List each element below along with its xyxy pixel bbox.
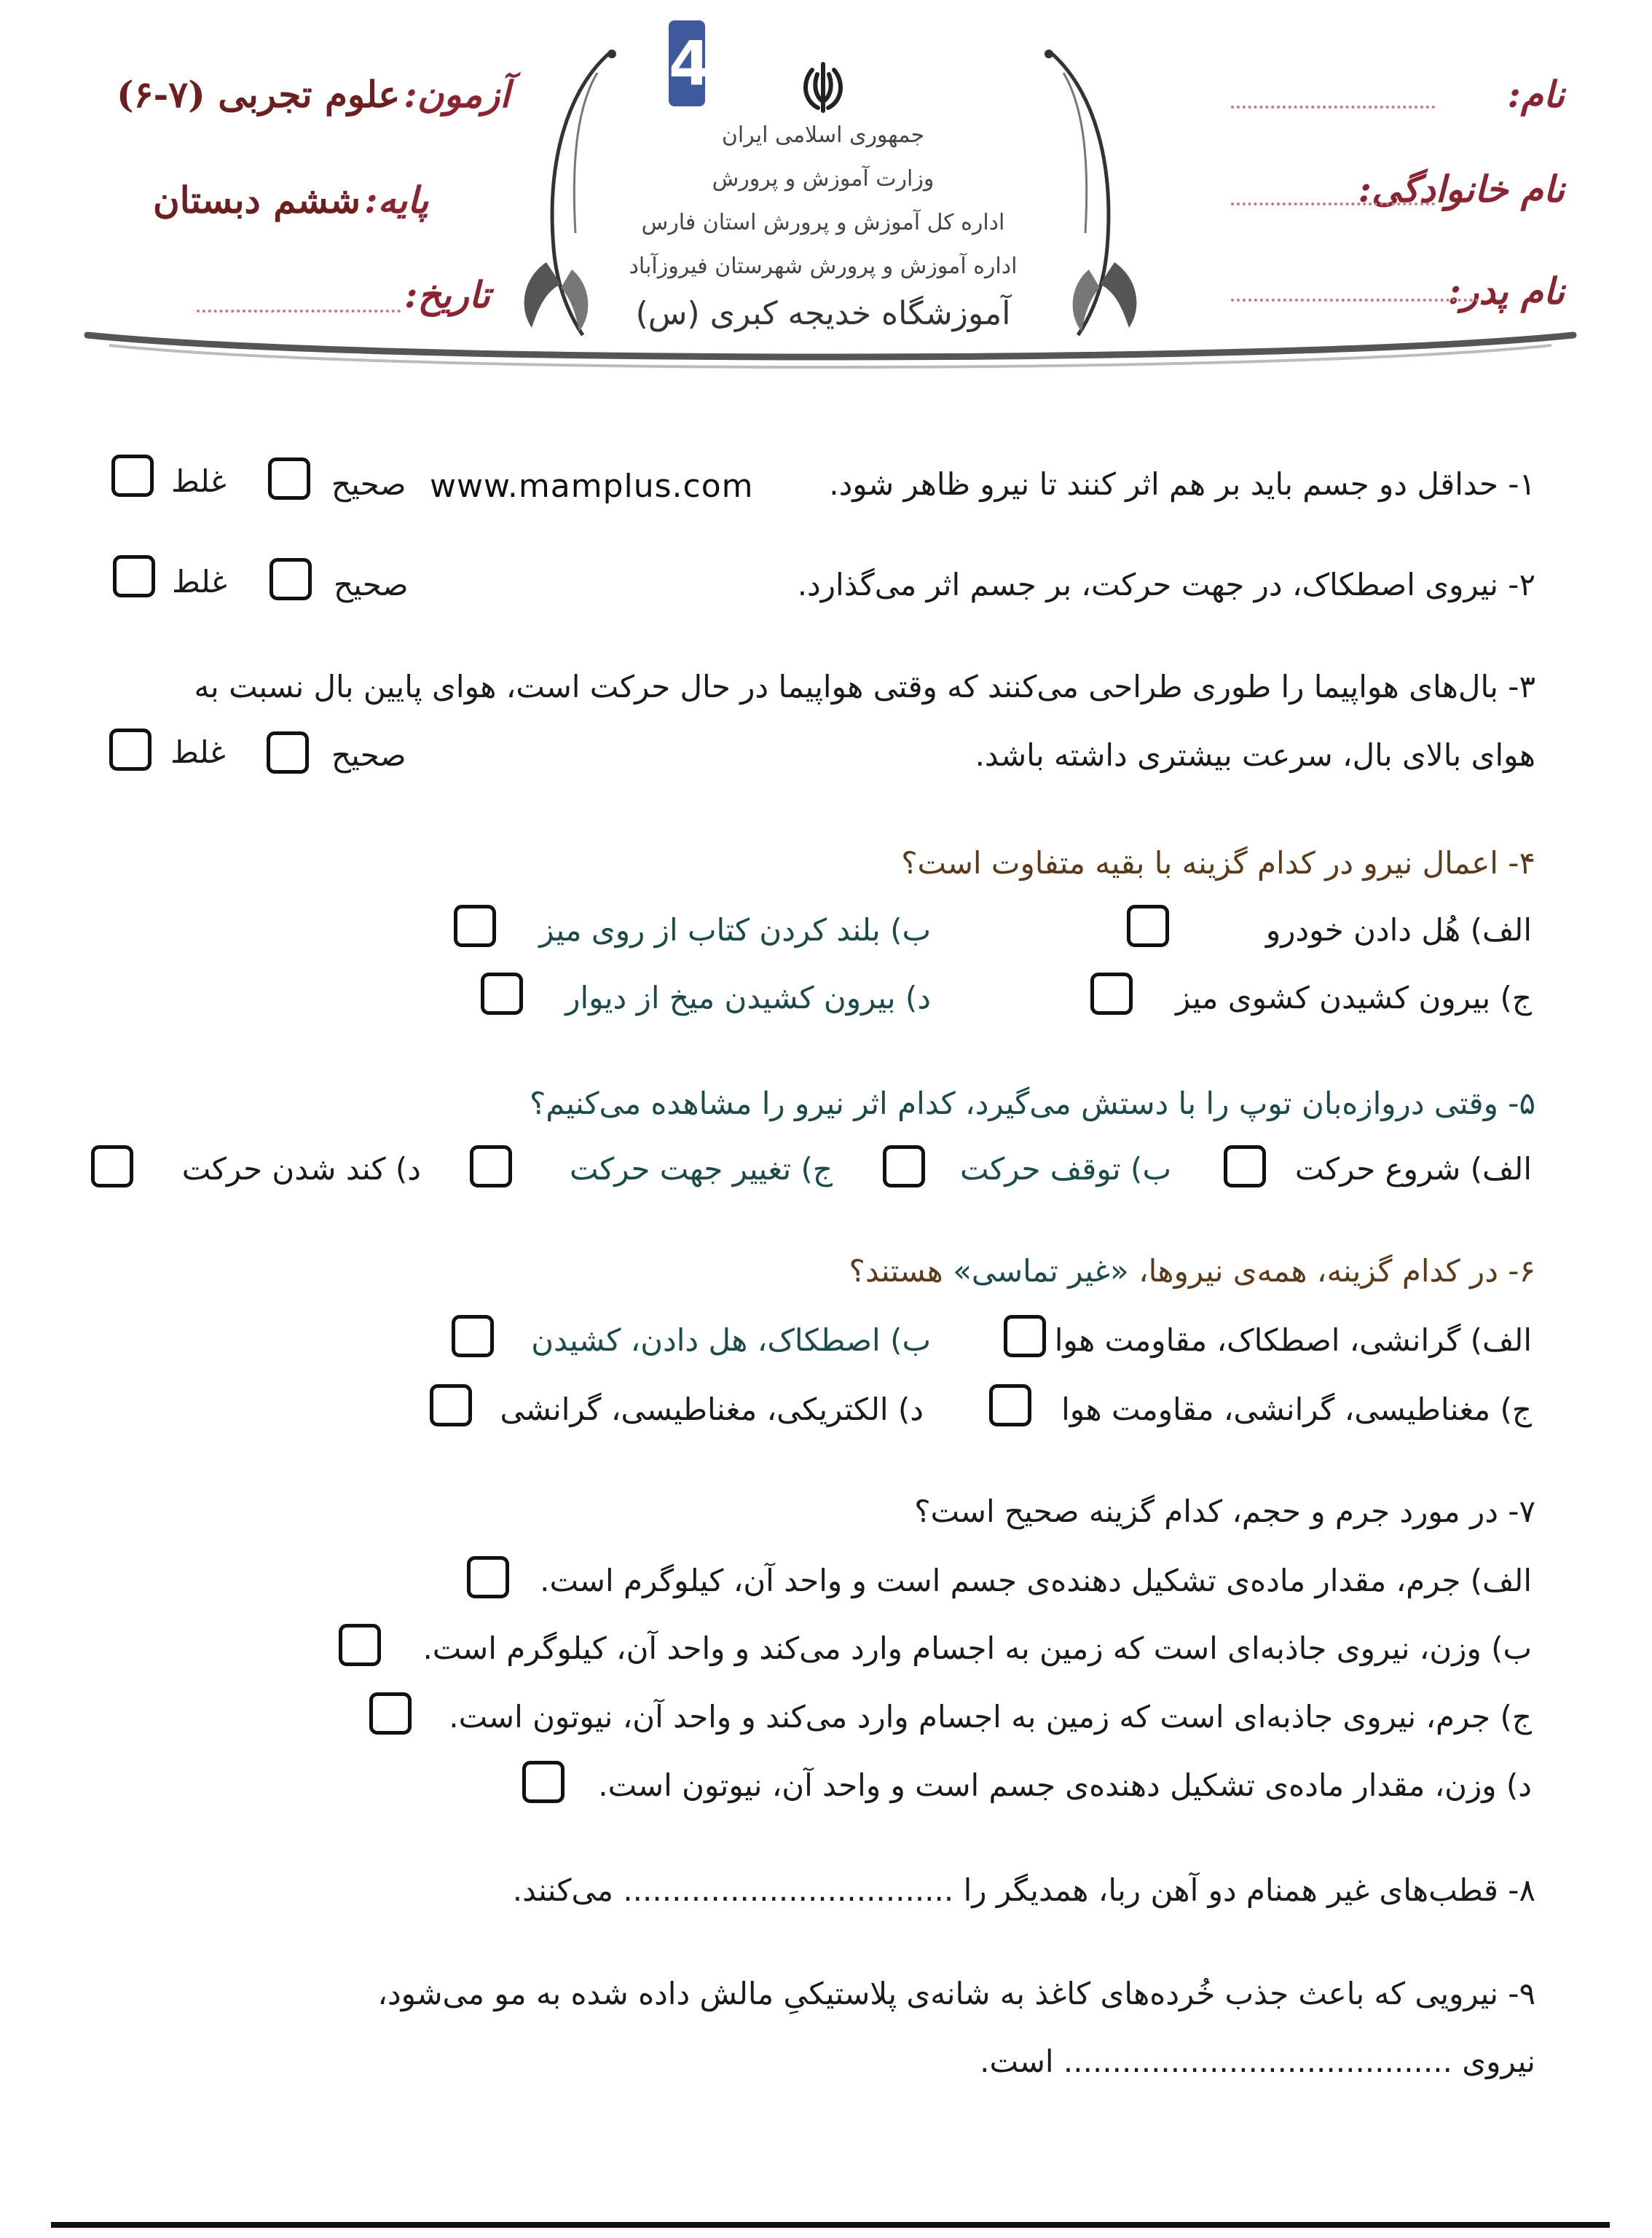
gov-line-4: اداره آموزش و پرورش شهرستان فیروزآباد (629, 254, 1018, 279)
q2-false-checkbox[interactable] (113, 555, 155, 597)
question-3-line-2: هوای بالای بال، سرعت بیشتری داشته باشد. (975, 737, 1535, 773)
q6-d-checkbox[interactable] (430, 1384, 472, 1426)
q7-a-checkbox[interactable] (467, 1556, 509, 1598)
exam-line (117, 73, 510, 116)
gov-line-2: وزارت آموزش و پرورش (712, 166, 935, 192)
q2-true-checkbox[interactable] (270, 558, 312, 600)
q3-true-label: صحیح (331, 737, 406, 773)
q3-false-checkbox[interactable] (109, 729, 152, 771)
question-2: ۲- نیروی اصطکاک، در جهت حرکت، بر جسم اثر می‌گذارد. (797, 567, 1535, 602)
q2-false-label: غلط (172, 564, 227, 600)
q5-option-c: ج) تغییر جهت حرکت (570, 1151, 833, 1187)
q5-b-checkbox[interactable] (883, 1145, 925, 1187)
q1-false-checkbox[interactable] (111, 455, 154, 497)
q6-a-checkbox[interactable] (1004, 1315, 1046, 1357)
q4-option-a: الف) هُل دادن خودرو (1265, 912, 1532, 948)
ornament-right-icon (1034, 44, 1158, 342)
name-label: نام: (1507, 73, 1565, 116)
q4-option-c: ج) بیرون کشیدن کشوی میز (1176, 980, 1532, 1016)
school-name: آموزشگاه خدیجه کبری (س) (635, 295, 1011, 332)
q2-true-label: صحیح (334, 567, 409, 602)
q3-true-checkbox[interactable] (267, 731, 309, 774)
question-6-text-pre: ۶- در کدام گزینه، همه‌ی نیروها، (1128, 1253, 1535, 1289)
question-6 (849, 1253, 1535, 1289)
header-divider (80, 313, 1581, 379)
q5-option-d: د) کند شدن حرکت (181, 1151, 421, 1187)
q7-c-checkbox[interactable] (369, 1692, 412, 1735)
gov-line-3: اداره کل آموزش و پرورش استان فارس (641, 210, 1005, 235)
q3-false-label: غلط (170, 734, 226, 770)
q4-d-checkbox[interactable] (481, 973, 523, 1015)
q7-option-b: ب) وزن، نیروی جاذبه‌ای است که زمین به اجسام وارد می‌کند و واحد آن، کیلوگرم است. (422, 1630, 1532, 1666)
header (0, 0, 1652, 393)
family-field[interactable] (1231, 203, 1435, 205)
q4-a-checkbox[interactable] (1127, 905, 1169, 947)
q1-true-checkbox[interactable] (268, 458, 310, 500)
q6-b-checkbox[interactable] (452, 1315, 494, 1357)
q7-option-c: ج) جرم، نیروی جاذبه‌ای است که زمین به اجسام وارد می‌کند و واحد آن، نیوتون است. (449, 1699, 1532, 1735)
question-6-text-post: هستند؟ (849, 1253, 953, 1289)
watermark-url: www.mamplus.com (430, 468, 754, 505)
exam-label: آزمون: (404, 73, 511, 116)
q4-c-checkbox[interactable] (1090, 973, 1133, 1015)
father-field[interactable] (1231, 299, 1479, 302)
q7-d-checkbox[interactable] (522, 1761, 565, 1803)
question-9-line-1: ۹- نیرویی که باعث جذب خُرده‌های کاغذ به شانه‌ی پلاستیکیِ مالش داده شده به مو می‌شود، (377, 1976, 1535, 2011)
q5-a-checkbox[interactable] (1224, 1145, 1266, 1187)
q5-option-b: ب) توقف حرکت (960, 1151, 1171, 1187)
q6-option-d: د) الکتریکی، مغناطیسی، گرانشی (500, 1391, 924, 1427)
q4-option-d: د) بیرون کشیدن میخ از دیوار (565, 980, 931, 1016)
date-field[interactable] (197, 310, 401, 313)
q5-c-checkbox[interactable] (470, 1145, 512, 1187)
question-4: ۴- اعمال نیرو در کدام گزینه با بقیه متفاوت است؟ (901, 845, 1535, 881)
q5-option-a: الف) شروع حرکت (1294, 1151, 1532, 1187)
q6-option-c: ج) مغناطیسی، گرانشی، مقاومت هوا (1061, 1391, 1532, 1427)
q6-option-b: ب) اصطکاک، هل دادن، کشیدن (531, 1322, 931, 1358)
question-5: ۵- وقتی دروازه‌بان توپ را با دستش می‌گیرد، کدام اثر نیرو را مشاهده می‌کنیم؟ (529, 1085, 1535, 1121)
q4-option-b: ب) بلند کردن کتاب از روی میز (539, 912, 931, 948)
question-9-line-2: نیروی ........................................ است. (980, 2043, 1535, 2079)
q7-option-d: د) وزن، مقدار ماده‌ی تشکیل دهنده‌ی جسم است و واحد آن، نیوتون است. (598, 1767, 1532, 1803)
gov-line-1: جمهوری اسلامی ایران (721, 122, 925, 148)
q7-b-checkbox[interactable] (339, 1624, 381, 1666)
question-7: ۷- در مورد جرم و حجم، کدام گزینه صحیح است؟ (914, 1493, 1535, 1529)
father-label: نام پدر: (1447, 270, 1565, 313)
page-number-badge: 4 (669, 20, 705, 106)
q7-option-a: الف) جرم، مقدار ماده‌ی تشکیل دهنده‌ی جسم است و واحد آن، کیلوگرم است. (540, 1563, 1532, 1598)
question-8: ۸- قطب‌های غیر همنام دو آهن ربا، همدیگر را .................................. می‌کنند. (512, 1872, 1535, 1908)
date-label: تاریخ: (404, 273, 490, 316)
question-1: ۱- حداقل دو جسم باید بر هم اثر کنند تا نیرو ظاهر شود. (829, 466, 1535, 502)
question-6-highlight: «غیر تماسی» (953, 1253, 1129, 1289)
grade-line (153, 178, 428, 221)
q4-b-checkbox[interactable] (454, 905, 496, 947)
q1-true-label: صحیح (331, 466, 406, 502)
ornament-left-icon (503, 44, 626, 342)
grade-value: ششم دبستان (153, 178, 361, 221)
name-field[interactable] (1231, 106, 1435, 109)
q6-option-a: الف) گرانشی، اصطکاک، مقاومت هوا (1054, 1322, 1532, 1358)
family-label: نام خانوادگی: (1358, 168, 1565, 211)
q1-false-label: غلط (171, 463, 227, 499)
exam-value: علوم تجربی (۷-۶) (117, 73, 401, 116)
emblem-icon (798, 60, 849, 115)
grade-label: پایه: (364, 178, 429, 221)
q5-d-checkbox[interactable] (91, 1145, 133, 1187)
q6-c-checkbox[interactable] (989, 1384, 1031, 1426)
page-bottom-line (51, 2222, 1610, 2228)
question-3-line-1: ۳- بال‌های هواپیما را طوری طراحی می‌کنند که وقتی هواپیما در حال حرکت است، هوای پایین بال نسبت به (194, 669, 1535, 704)
